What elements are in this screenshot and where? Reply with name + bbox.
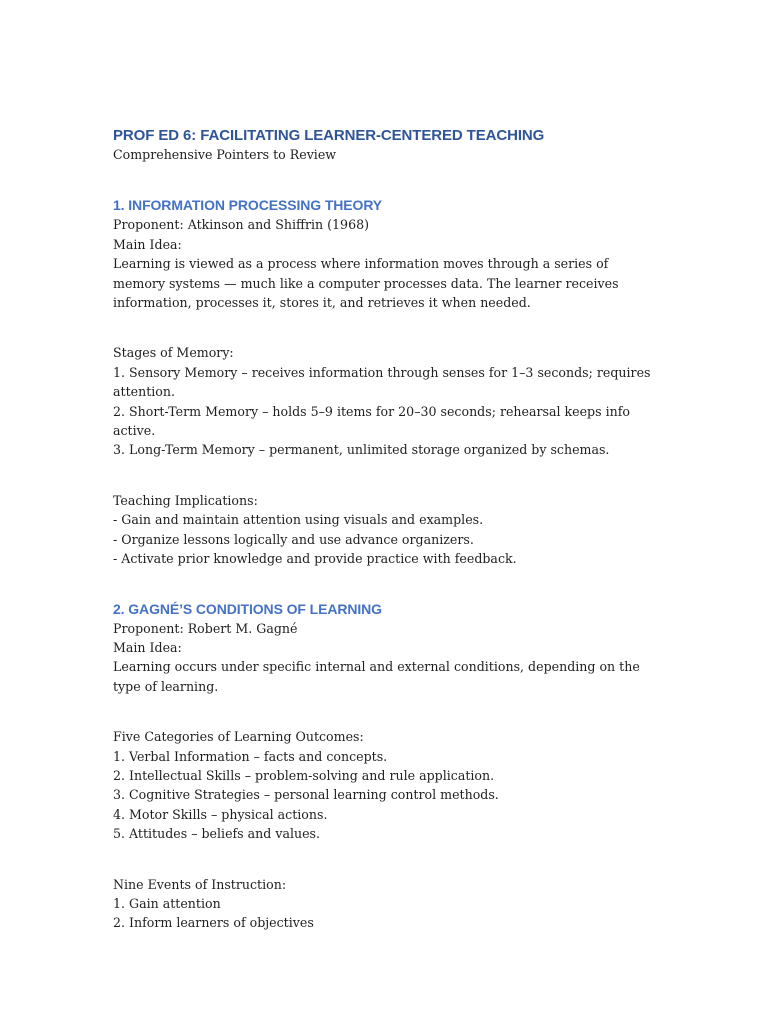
spacer — [113, 164, 658, 196]
list-item: 1. Sensory Memory – receives information through senses for 1–3 seconds; requires attention. — [113, 364, 651, 400]
list-item: 3. Cognitive Strategies – personal learning control methods. — [113, 787, 499, 803]
main-idea-label: Main Idea: — [113, 236, 182, 252]
document-body — [113, 126, 658, 933]
outcomes-label: Five Categories of Learning Outcomes: — [113, 729, 364, 745]
section-gagne-conditions — [113, 600, 658, 933]
list-item: 1. Gain attention — [113, 895, 221, 911]
spacer — [113, 460, 658, 491]
list-item: 3. Long-Term Memory – permanent, unlimited storage organized by schemas. — [113, 442, 610, 458]
events-label: Nine Events of Instruction: — [113, 876, 287, 892]
spacer — [113, 312, 658, 343]
main-idea-label: Main Idea: — [113, 639, 182, 655]
implications-list — [113, 510, 658, 568]
section-heading: 1. INFORMATION PROCESSING THEORY — [113, 197, 383, 214]
document-title: PROF ED 6: FACILITATING LEARNER-CENTERED TEACHING — [113, 127, 545, 144]
stages-list — [113, 363, 658, 460]
list-item: - Gain and maintain attention using visuals and examples. — [113, 512, 484, 528]
stages-label: Stages of Memory: — [113, 345, 234, 361]
spacer — [113, 844, 658, 875]
proponent-line: Proponent: Robert M. Gagné — [113, 620, 298, 636]
list-item: 1. Verbal Information – facts and concepts. — [113, 748, 388, 764]
section-heading: 2. GAGNÉ’S CONDITIONS OF LEARNING — [113, 600, 382, 617]
main-idea-text: Learning is viewed as a process where information moves through a series of memory systems — much like a computer processes data. The learner receives information, processes it, stores it, and retrieves it when needed. — [113, 256, 619, 311]
list-item: 2. Short-Term Memory – holds 5–9 items for 20–30 seconds; rehearsal keeps info active. — [113, 403, 630, 439]
list-item: - Activate prior knowledge and provide practice with feedback. — [113, 551, 517, 567]
list-item: - Organize lessons logically and use advance organizers. — [113, 531, 474, 547]
proponent-line: Proponent: Atkinson and Shiffrin (1968) — [113, 217, 370, 233]
list-item: 4. Motor Skills – physical actions. — [113, 806, 328, 822]
outcomes-list — [113, 747, 658, 844]
spacer — [113, 696, 658, 727]
list-item: 2. Inform learners of objectives — [113, 915, 314, 931]
section-information-processing — [113, 196, 658, 568]
list-item: 2. Intellectual Skills – problem-solving and rule application. — [113, 767, 495, 783]
main-idea-text: Learning occurs under specific internal and external conditions, depending on the type of learning. — [113, 659, 640, 694]
list-item: 5. Attitudes – beliefs and values. — [113, 826, 321, 842]
events-list — [113, 894, 658, 933]
spacer — [113, 569, 658, 600]
document-subtitle: Comprehensive Pointers to Review — [113, 147, 337, 162]
implications-label: Teaching Implications: — [113, 492, 258, 508]
